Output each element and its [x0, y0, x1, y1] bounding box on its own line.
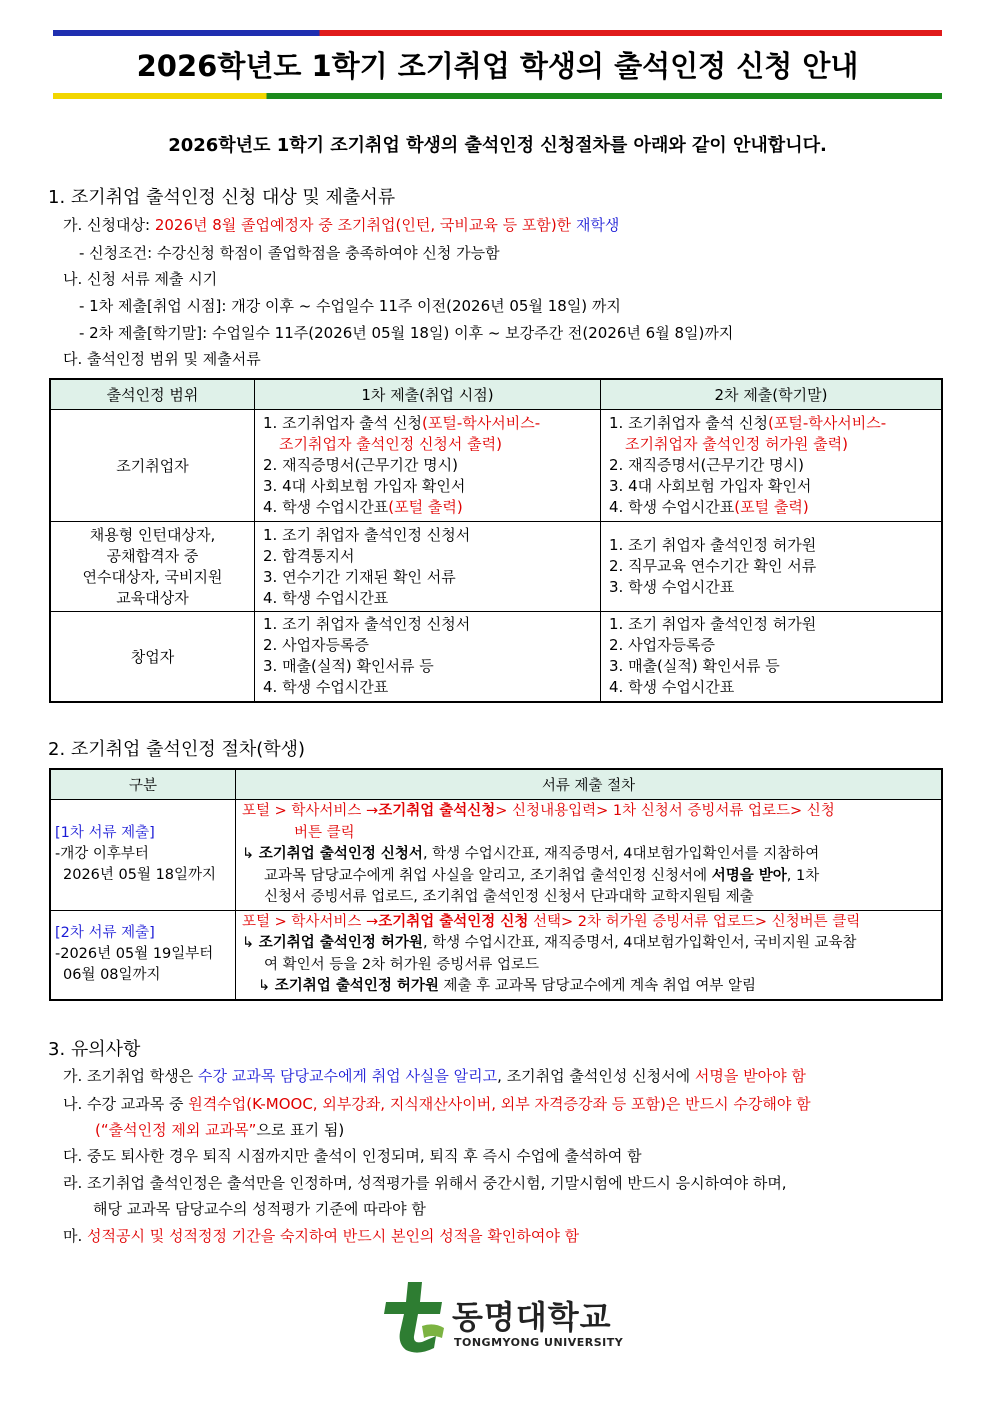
table-header: 1차 제출(취업 시점) [255, 379, 601, 410]
section2-heading: 2. 조기취업 출석인정 절차(학생) [48, 739, 306, 760]
scope-table [49, 378, 943, 703]
section3-heading: 3. 유의사항 [48, 1039, 141, 1060]
step-label-cell: [1차 서류 제출] -개강 이후부터 2026년 05월 18일까지 [50, 800, 236, 911]
notice-da: 다. 중도 퇴사한 경우 퇴직 시점까지만 출석이 인정되며, 퇴직 후 즉시 수업에 출석하여 함 [63, 1147, 642, 1165]
notice-ga: 가. 조기취업 학생은 수강 교과목 담당교수에게 취업 사실을 알리고, 조기취업 출석인성 신청서에 서명을 받아야 함 [63, 1067, 806, 1085]
notice-ra-2: 해당 교과목 담당교수의 성적평가 기준에 따라야 함 [93, 1200, 426, 1218]
university-emblem-icon [378, 1278, 448, 1354]
condition-line: - 신청조건: 수강신청 학점이 졸업학점을 충족하여야 신청 가능함 [79, 244, 500, 262]
table-header: 구분 [50, 769, 236, 800]
first-submit-cell: 1. 조기취업자 출석 신청(포털-학사서비스- 조기취업자 출석인정 신청서 출력) 2. 재직증명서(근무기간 명시) 3. 4대 사회보험 가입자 확인서 4. 학생 수업시간표(포털 출력) [255, 410, 601, 522]
notice-na-2: (“출석인정 제외 교과목”으로 표기 됨) [95, 1121, 345, 1139]
scope-cell: 조기취업자 [50, 410, 255, 522]
scope-heading: 다. 출석인정 범위 및 제출서류 [63, 350, 261, 368]
table-row [50, 522, 942, 612]
first-submit-cell: 1. 조기 취업자 출석인정 신청서 2. 합격통지서 3. 연수기간 기재된 확인 서류 4. 학생 수업시간표 [255, 522, 601, 612]
first-submit-cell: 1. 조기 취업자 출석인정 신청서 2. 사업자등록증 3. 매출(실적) 확인서류 등 4. 학생 수업시간표 [255, 612, 601, 702]
table-header: 2차 제출(학기말) [601, 379, 943, 410]
step-procedure-cell: 포털 > 학사서비스 →조기취업 출석신청> 신청내용입력> 1차 신청서 증빙서류 업로드> 신청 버튼 클릭 ↳ 조기취업 출석인정 신청서, 학생 수업시간표, 재직증명서, 4대보험가입확인서를 지참하여 교과목 담당교수에게 취업 사실을 알리고, 조기취업 출석인정 신청서에 서명을 받아, 1차 신청서 증빙서류 업로드, 조기취업 출석인정 신청서 단과대학 교학지원팀 제출 [236, 800, 943, 911]
target-line: 가. 신청대상: 2026년 8월 졸업예정자 중 조기취업(인턴, 국비교육 등 포함)한 재학생 [63, 216, 620, 234]
notice-na: 나. 수강 교과목 중 원격수업(K-MOOC, 외부강좌, 지식재산사이버, 외부 자격증강좌 등 포함)은 반드시 수강해야 함 [63, 1095, 811, 1113]
logo-name-english: TONGMYONG UNIVERSITY [454, 1336, 624, 1349]
scope-cell: 창업자 [50, 612, 255, 702]
timing-first: - 1차 제출[취업 시점]: 개강 이후 ~ 수업일수 11주 이전(2026년 05월 18일) 까지 [79, 297, 621, 315]
section1-heading: 1. 조기취업 출석인정 신청 대상 및 제출서류 [48, 187, 396, 208]
table-header: 서류 제출 절차 [236, 769, 943, 800]
logo-name-korean: 동명대학교 [452, 1298, 612, 1336]
timing-heading: 나. 신청 서류 제출 시기 [63, 270, 218, 288]
notice-ra: 라. 조기취업 출석인정은 출석만을 인정하며, 성적평가를 위해서 중간시험, 기말시험에 반드시 응시하여야 하며, [63, 1174, 787, 1192]
notice-ma: 마. 성적공시 및 성적정정 기간을 숙지하여 반드시 본인의 성적을 확인하여야 함 [63, 1227, 580, 1245]
timing-second: - 2차 제출[학기말]: 수업일수 11주(2026년 05월 18일) 이후 ~ 보강주간 전(2026년 6월 8일)까지 [79, 324, 734, 342]
step-procedure-cell: 포털 > 학사서비스 →조기취업 출석인정 신청 선택> 2차 허가원 증빙서류 업로드> 신청버튼 클릭 ↳ 조기취업 출석인정 허가원, 학생 수업시간표, 재직증명서, 4대보험가입확인서, 국비지원 교육참 여 확인서 등을 2차 허가원 증빙서류 업로드 ↳ 조기취업 출석인정 허가원 제출 후 교과목 담당교수에게 계속 취업 여부 알림 [236, 910, 943, 1000]
table-row [50, 612, 942, 702]
scope-cell: 채용형 인턴대상자, 공채합격자 중 연수대상자, 국비지원 교육대상자 [50, 522, 255, 612]
table-row [50, 800, 942, 911]
intro-text: 2026학년도 1학기 조기취업 학생의 출석인정 신청절차를 아래와 같이 안내합니다. [168, 135, 827, 156]
table-row [50, 410, 942, 522]
table-row [50, 910, 942, 1000]
page-title: 2026학년도 1학기 조기취업 학생의 출석인정 신청 안내 [136, 49, 859, 83]
second-submit-cell: 1. 조기 취업자 출석인정 허가원 2. 직무교육 연수기간 확인 서류 3. 학생 수업시간표 [601, 522, 943, 612]
procedure-table [49, 768, 943, 1001]
second-submit-cell: 1. 조기 취업자 출석인정 허가원 2. 사업자등록증 3. 매출(실적) 확인서류 등 4. 학생 수업시간표 [601, 612, 943, 702]
bottom-color-bar [53, 93, 942, 99]
second-submit-cell: 1. 조기취업자 출석 신청(포털-학사서비스- 조기취업자 출석인정 허가원 출력) 2. 재직증명서(근무기간 명시) 3. 4대 사회보험 가입자 확인서 4. 학생 수업시간표(포털 출력) [601, 410, 943, 522]
top-color-bar [53, 30, 942, 36]
step-label-cell: [2차 서류 제출] -2026년 05월 19일부터 06월 08일까지 [50, 910, 236, 1000]
table-header: 출석인정 범위 [50, 379, 255, 410]
university-logo [378, 1278, 628, 1358]
